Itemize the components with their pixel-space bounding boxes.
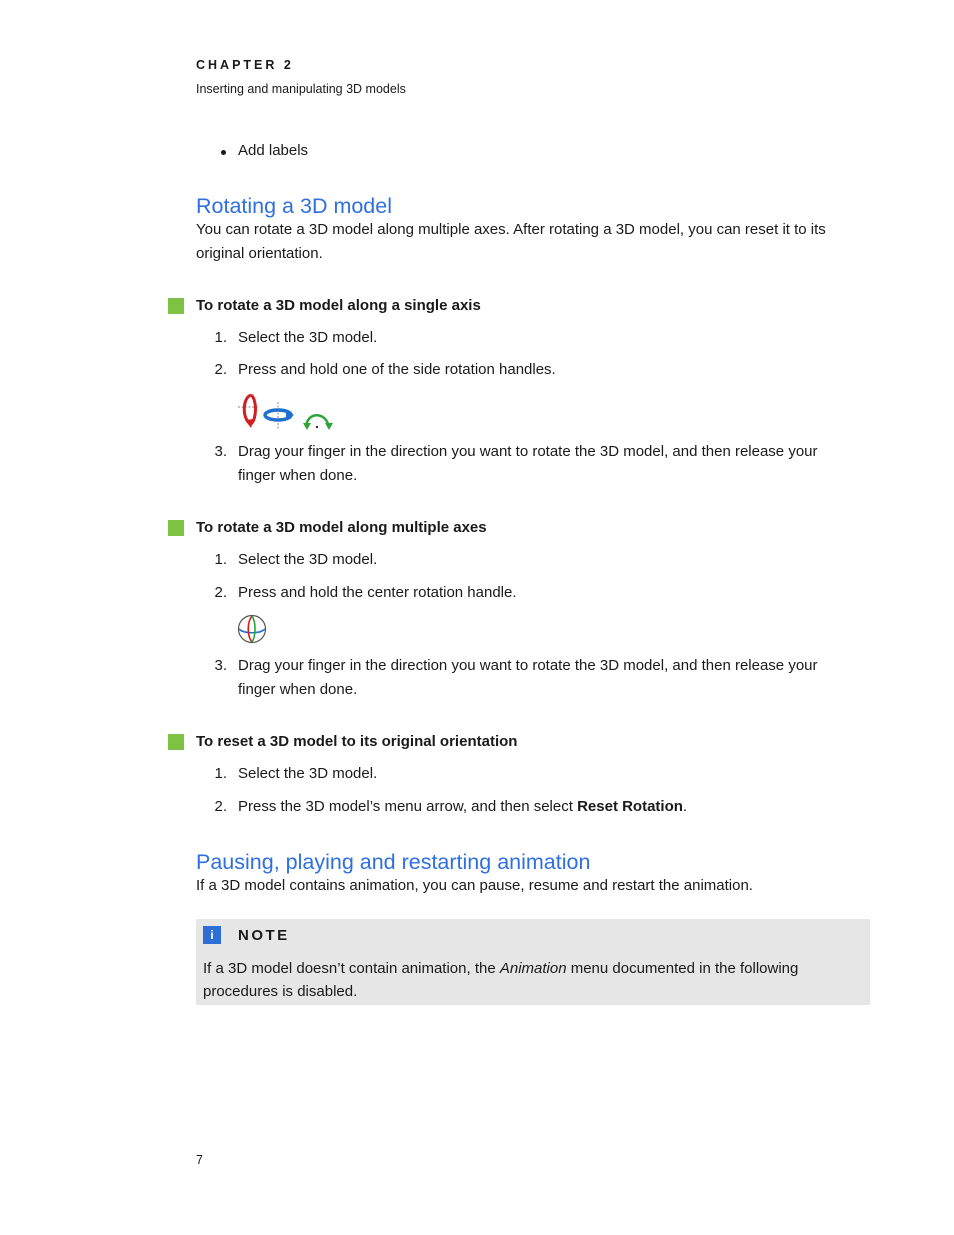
note-text-part: menu documented in the following procedures is disabled. [203,960,799,1000]
section-heading-animation: Pausing, playing and restarting animation [196,850,591,874]
chapter-title: Inserting and manipulating 3D models [196,82,406,96]
reset-rotation-menu-item-label: Reset Rotation [577,798,683,815]
step-text [238,795,687,819]
step-text: Drag your finger in the direction you want to rotate the 3D model, and then release your finger when done. [238,657,818,698]
note-text-part: If a 3D model doesn’t contain animation, the [203,960,500,977]
section-intro-animation: If a 3D model contains animation, you can pause, resume and restart the animation. [196,877,753,894]
section-heading-rotating: Rotating a 3D model [196,194,392,218]
note-box [196,919,870,1005]
note-label: NOTE [238,927,290,944]
procedure-marker [168,520,184,536]
step-number: 2. [214,798,227,815]
side-rotation-handles-icon [236,390,336,437]
step-number: 2. [214,584,227,601]
page-number: 7 [196,1153,203,1167]
procedure-title-multiple-axes: To rotate a 3D model along multiple axes [196,519,487,536]
note-text [203,957,853,1003]
step-number: 1. [214,551,227,568]
procedure-title-reset: To reset a 3D model to its original orientation [196,733,518,750]
chapter-label: CHAPTER 2 [196,58,294,72]
step-text: Drag your finger in the direction you want to rotate the 3D model, and then release your finger when done. [238,443,818,484]
animation-menu-name: Animation [499,960,567,977]
step-number: 2. [214,361,227,378]
step-number: 1. [214,765,227,782]
info-icon: i [203,926,221,944]
step-text: Press and hold the center rotation handle. [238,584,517,601]
procedure-title-single-axis: To rotate a 3D model along a single axis [196,297,481,314]
step-number: 3. [214,443,227,460]
step-text-part: . [682,798,688,815]
section-intro-rotating: You can rotate a 3D model along multiple axes. After rotating a 3D model, you can reset it to its original orientation. [196,221,826,262]
step-text: Select the 3D model. [238,551,378,568]
bullet-marker [221,150,226,155]
procedure-marker [168,298,184,314]
bullet-item: Add labels [238,142,309,159]
step-number: 3. [214,657,227,674]
step-text: Select the 3D model. [238,329,378,346]
step-text: Select the 3D model. [238,765,378,782]
step-text: Press and hold one of the side rotation handles. [238,361,556,378]
procedure-marker [168,734,184,750]
step-number: 1. [214,329,227,346]
step-text-part: Press the 3D model’s menu arrow, and then select [238,798,578,815]
center-rotation-handle-icon [236,613,268,650]
